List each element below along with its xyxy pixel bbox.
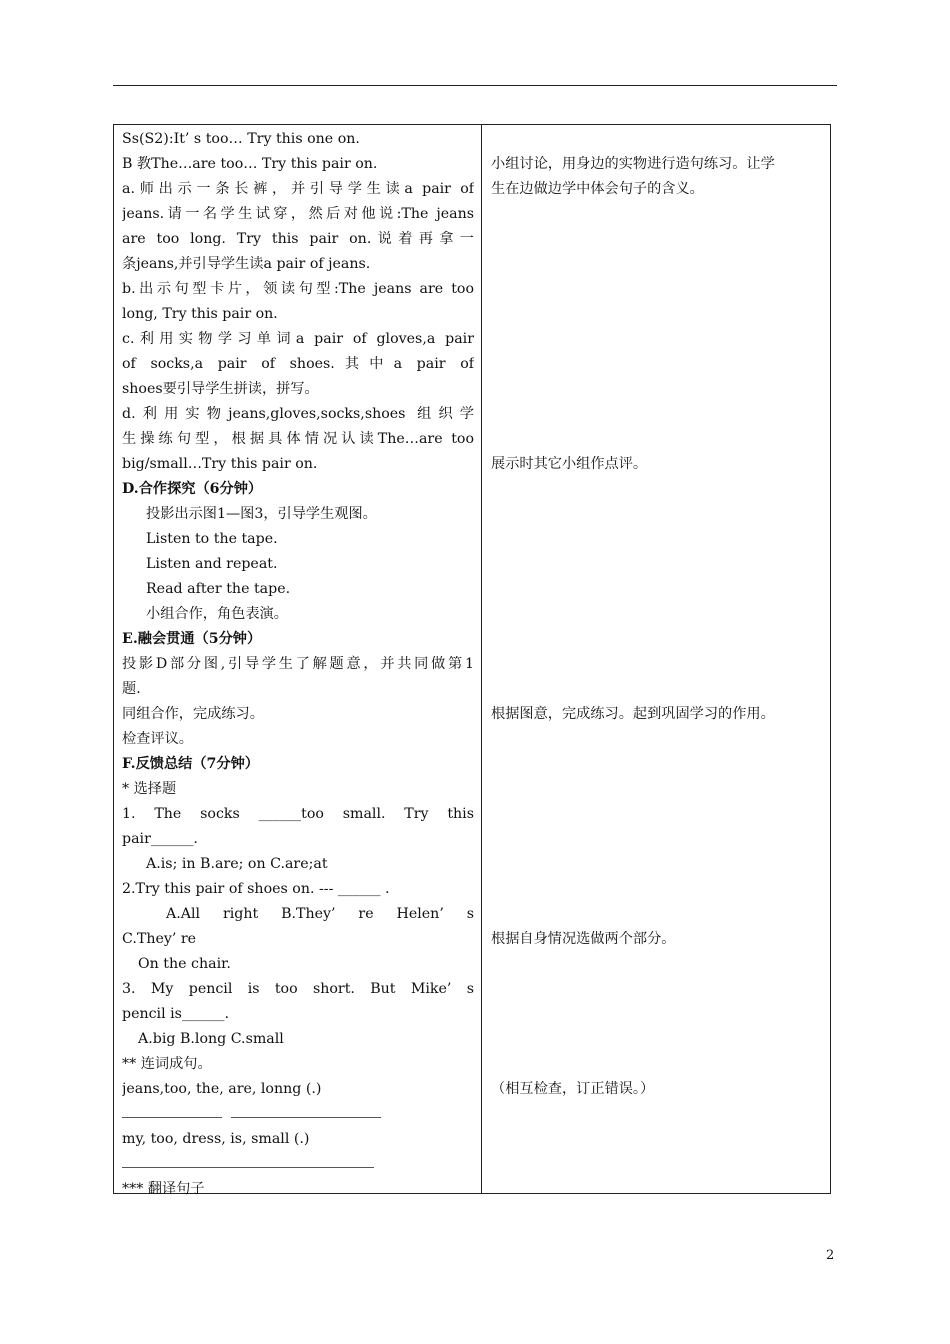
- header-rule: [113, 85, 837, 86]
- step-line: jeans,too, the, are, lonng (.): [122, 1081, 322, 1097]
- design-note: [491, 702, 831, 727]
- step-line: E.融会贯通（5分钟）: [122, 631, 262, 647]
- step-line: Read after the tape.: [146, 581, 291, 597]
- step-line: jeans.请一名学生试穿，然后对他说:The jeans: [122, 206, 474, 222]
- step-line: long, Try this pair on.: [122, 306, 278, 322]
- lesson-plan-table: [113, 124, 831, 1197]
- design-note-line: 小组讨论，用身边的实物进行造句练习。让学: [491, 156, 775, 172]
- step-line: a.师出示一条长裤，并引导学生读a pair of: [122, 181, 474, 197]
- column-divider: [481, 125, 482, 1193]
- step-line: 检查评议。: [122, 731, 193, 747]
- step-line: pencil is______.: [122, 1006, 230, 1022]
- step-line: ** 连词成句。: [122, 1056, 212, 1072]
- design-note: [491, 152, 831, 202]
- step-line: d.利用实物jeans,gloves,socks,shoes 组织学: [122, 406, 474, 422]
- design-note: [491, 927, 831, 952]
- step-line: 1. The socks ______too small. Try this: [122, 806, 474, 822]
- step-line: D.合作探究（6分钟）: [122, 481, 263, 497]
- design-note-line: 根据图意，完成练习。起到巩固学习的作用。: [491, 706, 775, 722]
- design-note-line: 根据自身情况选做两个部分。: [491, 931, 676, 947]
- step-line: b.出示句型卡片，领读句型:The jeans are too: [122, 281, 474, 297]
- step-line: pair______.: [122, 831, 198, 847]
- step-line: 投影出示图1—图3，引导学生观图。: [146, 506, 377, 522]
- page-number: 2: [826, 1248, 835, 1263]
- step-line: 投影D部分图,引导学生了解题意，并共同做第1: [122, 656, 474, 672]
- answer-blank: [122, 1103, 222, 1118]
- answer-blank-line: [122, 1102, 474, 1127]
- step-line: Listen to the tape.: [146, 531, 278, 547]
- answer-blank: [122, 1153, 374, 1168]
- step-line: 2.Try this pair of shoes on. --- ______ .: [122, 881, 390, 897]
- design-note-line: 生在边做边学中体会句子的含义。: [491, 181, 704, 197]
- step-line: 题.: [122, 681, 141, 697]
- step-line: big/small…Try this pair on.: [122, 456, 318, 472]
- step-line: c.利用实物学习单词a pair of gloves,a pair: [122, 331, 474, 347]
- step-line: 小组合作，角色表演。: [146, 606, 288, 622]
- step-line: A.is; in B.are; on C.are;at: [146, 856, 328, 872]
- step-line: 生操练句型，根据具体情况认读The…are too: [122, 431, 474, 447]
- answer-blank: [231, 1103, 381, 1118]
- step-line: my, too, dress, is, small (.): [122, 1131, 310, 1147]
- step-line: 条jeans,并引导学生读a pair of jeans.: [122, 256, 371, 272]
- answer-blank-line: [122, 1152, 474, 1177]
- step-line: 3. My pencil is too short. But Mike’ s: [122, 981, 474, 997]
- step-line: B 教The…are too… Try this pair on.: [122, 156, 378, 172]
- step-line: On the chair.: [138, 956, 231, 972]
- step-line: of socks,a pair of shoes.其中a pair of: [122, 356, 474, 372]
- design-note: [491, 452, 831, 477]
- step-line: A.big B.long C.small: [138, 1031, 284, 1047]
- step-line: Ss(S2):It’ s too… Try this one on.: [122, 131, 360, 147]
- step-line: *** 翻译句子: [122, 1181, 205, 1197]
- step-line: 同组合作，完成练习。: [122, 706, 264, 722]
- step-line: * 选择题: [122, 781, 177, 797]
- step-line: are too long. Try this pair on.说着再拿一: [122, 231, 474, 247]
- teaching-steps-column: [122, 127, 474, 1202]
- step-line: Listen and repeat.: [146, 556, 278, 572]
- design-note-line: （相互检查，订正错误。）: [491, 1081, 655, 1097]
- design-note: [491, 1077, 831, 1102]
- step-line: A.All right B.They’ re Helen’ s: [166, 906, 474, 922]
- design-note-line: 展示时其它小组作点评。: [491, 456, 648, 472]
- step-line: C.They’ re: [122, 931, 197, 947]
- step-line: shoes要引导学生拼读，拼写。: [122, 381, 319, 397]
- step-line: F.反馈总结（7分钟）: [122, 756, 259, 772]
